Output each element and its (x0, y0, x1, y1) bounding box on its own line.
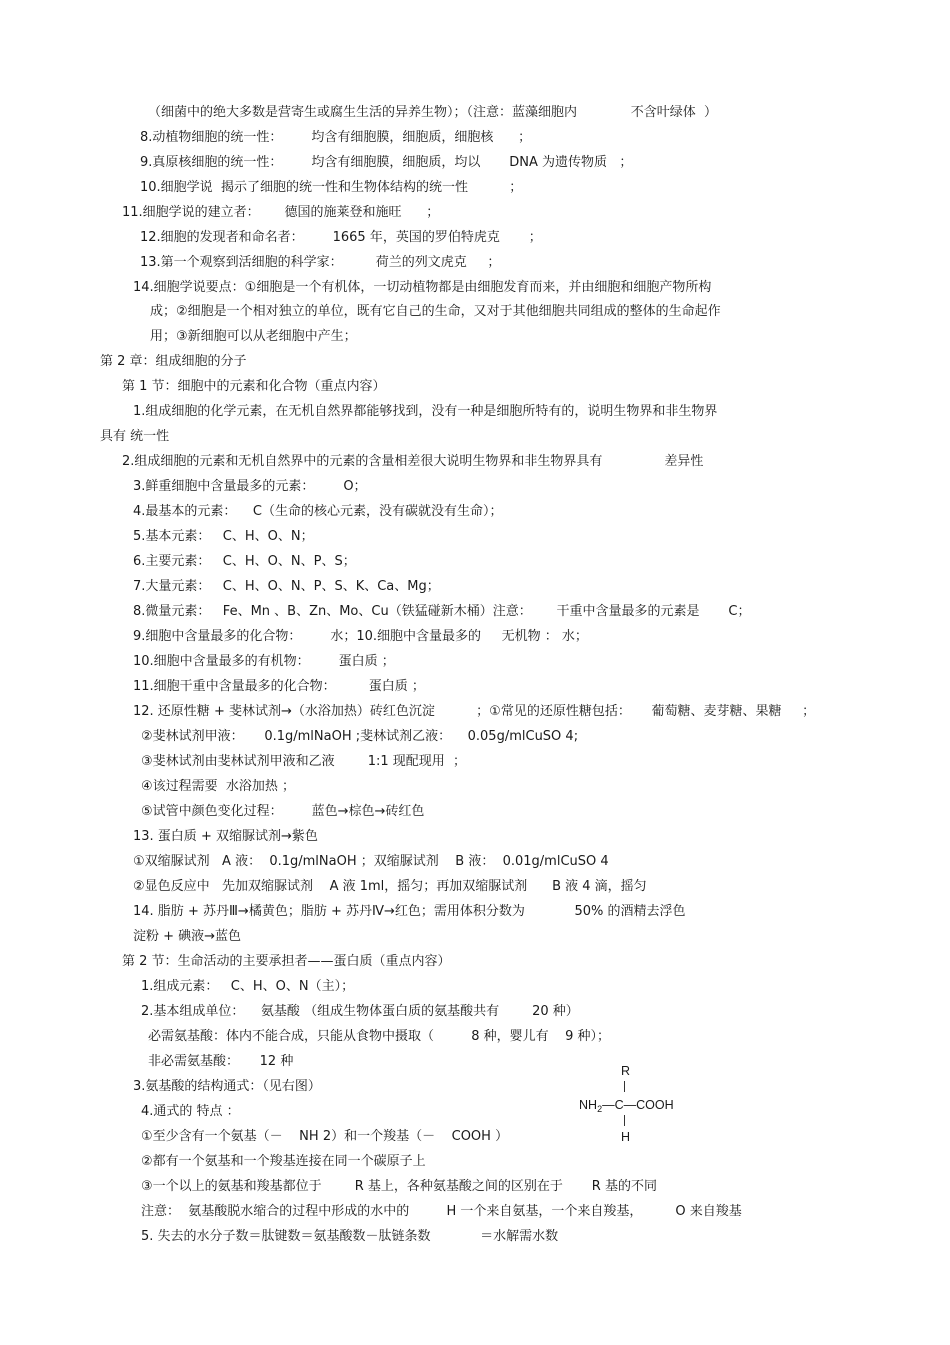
bond-bottom (624, 1115, 625, 1126)
text-line: 12.细胞的发现者和命名者： 1665 年，英国的罗伯特虎克 ； (140, 230, 542, 245)
hydrogen-label: H (621, 1130, 631, 1144)
chapter-heading: 第 2 章：组成细胞的分子 (100, 354, 247, 369)
text-line: 11.细胞学说的建立者： 德国的施莱登和施旺 ； (122, 205, 440, 220)
text-line: 9.真原核细胞的统一性： 均含有细胞膜，细胞质，均以 DNA 为遗传物质 ； (140, 155, 633, 170)
text-line: ①至少含有一个氨基（－ NH 2）和一个羧基（－ COOH ） (141, 1129, 509, 1144)
amino-subscript: 2 (597, 1104, 603, 1114)
text-line: 8.动植物细胞的统一性： 均含有细胞膜，细胞质，细胞核 ； (140, 130, 532, 145)
text-line: 1.组成元素： C、H、O、N（主）； (141, 979, 355, 994)
text-line: ⑤试管中颜色变化过程： 蓝色→棕色→砖红色 (141, 804, 425, 819)
text-line: 4.通式的 特点 ： (141, 1104, 240, 1119)
r-group-label: R (621, 1064, 631, 1078)
amino-group-label (579, 1097, 674, 1117)
text-line: ②都有一个氨基和一个羧基连接在同一个碳原子上 (141, 1154, 426, 1169)
text-line: 5.基本元素： C、H、O、N； (133, 529, 314, 544)
text-line: 6.主要元素： C、H、O、N、P、S； (133, 554, 356, 569)
text-line: 14.细胞学说要点：①细胞是一个有机体，一切动植物都是由细胞发育而来，并由细胞和细胞产物所构 (133, 280, 712, 295)
section-heading: 第 2 节：生命活动的主要承担者——蛋白质（重点内容） (122, 954, 451, 969)
text-line: 12. 还原性糖 + 斐林试剂→（水浴加热）砖红色沉淀 ；①常见的还原性糖包括： 葡萄糖、麦芽糖、果糖 ； (133, 704, 816, 719)
text-line: 淀粉 + 碘液→蓝色 (133, 929, 242, 944)
text-line: 1.组成细胞的化学元素，在无机自然界都能够找到，没有一种是细胞所特有的，说明生物界和非生物界 (133, 404, 718, 419)
text-line: ②斐林试剂甲液： 0.1g/mlNaOH ;斐林试剂乙液： 0.05g/mlCuSO 4; (141, 729, 579, 744)
text-line: 13. 蛋白质 + 双缩脲试剂→紫色 (133, 829, 318, 844)
text-line: ②显色反应中 先加双缩脲试剂 A 液 1ml，摇匀；再加双缩脲试剂 B 液 4 滴，摇匀 (133, 879, 647, 894)
text-line: 10.细胞中含量最多的有机物： 蛋白质 ； (133, 654, 395, 669)
text-line: 成；②细胞是一个相对独立的单位，既有它自己的生命，又对于其他细胞共同组成的整体的生命起作 (150, 304, 721, 319)
text-line: 11.细胞干重中含量最多的化合物： 蛋白质 ； (133, 679, 425, 694)
text-line: 10.细胞学说 揭示了细胞的统一性和生物体结构的统一性 ； (140, 180, 523, 195)
text-line: 2.基本组成单位： 氨基酸 （组成生物体蛋白质的氨基酸共有 20 种） (141, 1004, 579, 1019)
amino-text: NH (579, 1098, 598, 1112)
text-line: 3.氨基酸的结构通式：（见右图） (133, 1079, 321, 1094)
text-line: 8.微量元素： Fe、Mn 、B、Zn、Mo、Cu（铁猛碰新木桶）注意： 干重中含量最多的元素是 C； (133, 604, 751, 619)
text-line: 9.细胞中含量最多的化合物： 水；10.细胞中含量最多的 无机物 ： 水； (133, 629, 588, 644)
text-line: 13.第一个观察到活细胞的科学家： 荷兰的列文虎克 ； (140, 255, 501, 270)
text-line: 7.大量元素： C、H、O、N、P、S、K、Ca、Mg； (133, 579, 440, 594)
text-line: （细菌中的绝大多数是营寄生或腐生生活的异养生物）；（注意：蓝藻细胞内 不含叶绿体 ） (148, 105, 717, 120)
backbone-text: —C—COOH (602, 1098, 674, 1112)
text-line: 3.鲜重细胞中含量最多的元素： O； (133, 479, 367, 494)
text-line: 具有 统一性 (100, 429, 170, 444)
text-line: 4.最基本的元素： C（生命的核心元素，没有碳就没有生命）； (133, 504, 503, 519)
bond-top (624, 1081, 625, 1092)
text-line: ①双缩脲试剂 A 液： 0.1g/mlNaOH ；双缩脲试剂 B 液： 0.01g/mlCuSO 4 (133, 854, 609, 869)
text-line: 注意： 氨基酸脱水缩合的过程中形成的水中的 H 一个来自氨基，一个来自羧基， O 来自羧基 (141, 1204, 742, 1219)
text-line: ③斐林试剂由斐林试剂甲液和乙液 1:1 现配现用 ； (141, 754, 467, 769)
text-line: 5. 失去的水分子数＝肽键数＝氨基酸数－肽链条数 ＝水解需水数 (141, 1229, 559, 1244)
text-line: ③一个以上的氨基和羧基都位于 R 基上，各种氨基酸之间的区别在于 R 基的不同 (141, 1179, 657, 1194)
text-line: 2.组成细胞的元素和无机自然界中的元素的含量相差很大说明生物界和非生物界具有 差异性 (122, 454, 704, 469)
section-heading: 第 1 节：细胞中的元素和化合物（重点内容） (122, 379, 386, 394)
text-line: ④该过程需要 水浴加热 ； (141, 779, 296, 794)
text-line: 必需氨基酸：体内不能合成，只能从食物中摄取（ 8 种，婴儿有 9 种）； (148, 1029, 611, 1044)
text-line: 非必需氨基酸： 12 种 (148, 1054, 294, 1069)
text-line: 用；③新细胞可以从老细胞中产生； (150, 329, 357, 344)
text-line: 14. 脂肪 + 苏丹Ⅲ→橘黄色；脂肪 + 苏丹Ⅳ→红色；需用体积分数为 50% 的酒精去浮色 (133, 904, 686, 919)
